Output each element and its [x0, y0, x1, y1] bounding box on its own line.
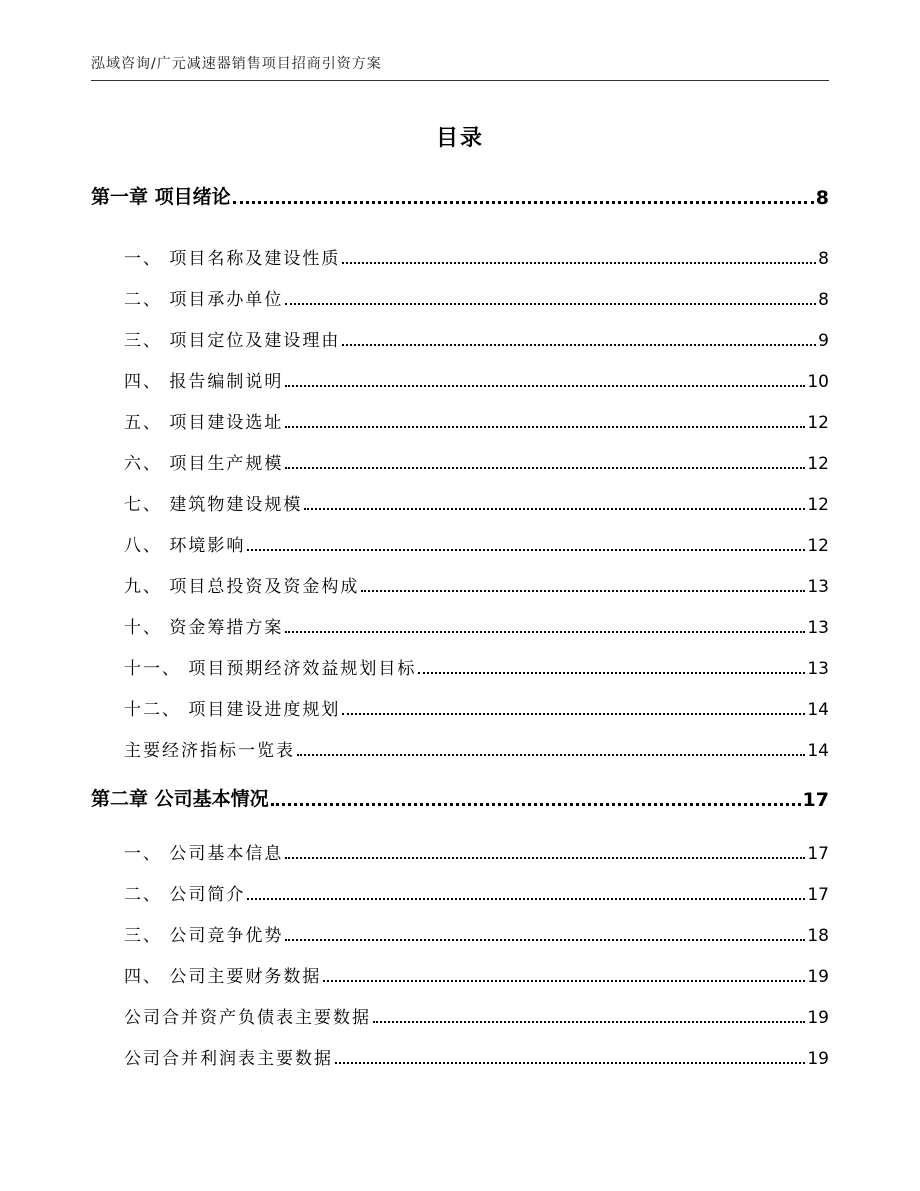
toc-section[interactable] [91, 965, 829, 987]
toc-section[interactable] [91, 698, 829, 720]
toc-entry-label: 四、 报告编制说明 [124, 372, 284, 392]
toc-page-number: 12 [807, 413, 829, 433]
toc-section[interactable] [91, 329, 829, 351]
toc-section[interactable] [91, 493, 829, 515]
toc-section[interactable] [91, 452, 829, 474]
toc-entry-label: 十二、 项目建设进度规划 [124, 700, 341, 720]
toc-entry-label: 三、 公司竞争优势 [124, 926, 284, 946]
toc-entry-label: 主要经济指标一览表 [124, 741, 295, 761]
toc-section[interactable] [91, 1006, 829, 1028]
toc-entry-label: 公司合并利润表主要数据 [124, 1049, 333, 1069]
toc-entry-label: 二、 项目承办单位 [124, 290, 284, 310]
toc-section[interactable] [91, 1047, 829, 1069]
toc-entry-label: 公司合并资产负债表主要数据 [124, 1008, 371, 1028]
header-divider [91, 80, 829, 81]
toc-entry-label: 一、 项目名称及建设性质 [124, 249, 341, 269]
toc-section[interactable] [91, 657, 829, 679]
toc-page-number: 17 [807, 885, 829, 905]
toc-page-number: 19 [807, 1049, 829, 1069]
toc-page-number: 8 [818, 290, 829, 310]
toc-entry-label: 二、 公司简介 [124, 885, 246, 905]
toc-page-number: 13 [807, 618, 829, 638]
dot-leader [285, 303, 816, 305]
toc-page-number: 9 [818, 331, 829, 351]
dot-leader [285, 426, 805, 428]
dot-leader [271, 803, 801, 806]
toc-page-number: 12 [807, 454, 829, 474]
toc-page-number: 8 [818, 249, 829, 269]
dot-leader [418, 672, 805, 674]
toc-title: 目录 [435, 126, 484, 151]
dot-leader [247, 549, 805, 551]
toc-entry-label: 八、 环境影响 [124, 536, 246, 556]
toc-section[interactable] [91, 924, 829, 946]
toc-section[interactable] [91, 575, 829, 597]
toc-entry-label: 五、 项目建设选址 [124, 413, 284, 433]
dot-leader [342, 344, 816, 346]
toc-entry-label: 七、 建筑物建设规模 [124, 495, 303, 515]
dot-leader [304, 508, 805, 510]
toc-section[interactable] [91, 288, 829, 310]
dot-leader [247, 898, 805, 900]
toc-entry-label: 四、 公司主要财务数据 [124, 967, 322, 987]
toc-page-number: 10 [807, 372, 829, 392]
toc-section[interactable] [91, 883, 829, 905]
dot-leader [285, 939, 805, 941]
toc-section[interactable] [91, 411, 829, 433]
toc-section[interactable] [91, 534, 829, 556]
toc-section[interactable] [91, 842, 829, 864]
toc-entry-label: 六、 项目生产规模 [124, 454, 284, 474]
toc-page-number: 12 [807, 495, 829, 515]
toc-page-number: 14 [807, 700, 829, 720]
page-header: 泓域咨询/广元减速器销售项目招商引资方案 [91, 56, 382, 72]
toc-section[interactable] [91, 370, 829, 392]
dot-leader [297, 754, 805, 756]
toc-page-number: 19 [807, 967, 829, 987]
toc-entry-label: 第二章 公司基本情况 [91, 788, 269, 810]
toc-entry-label: 三、 项目定位及建设理由 [124, 331, 341, 351]
toc-page-number: 17 [807, 844, 829, 864]
dot-leader [342, 262, 816, 264]
dot-leader [323, 980, 805, 982]
toc-entry-label: 第一章 项目绪论 [91, 186, 231, 208]
dot-leader [233, 201, 814, 204]
toc-page-number: 19 [807, 1008, 829, 1028]
toc-chapter-2[interactable] [91, 787, 829, 811]
toc-entry-label: 一、 公司基本信息 [124, 844, 284, 864]
toc-section[interactable] [91, 739, 829, 761]
toc-page-number: 13 [807, 577, 829, 597]
toc-section[interactable] [91, 247, 829, 269]
toc-entry-label: 九、 项目总投资及资金构成 [124, 577, 360, 597]
toc-section[interactable] [91, 616, 829, 638]
dot-leader [335, 1062, 805, 1064]
toc-page-number: 8 [815, 187, 829, 209]
toc-page-number: 17 [802, 789, 829, 811]
dot-leader [373, 1021, 805, 1023]
toc-chapter-1[interactable] [91, 185, 829, 209]
dot-leader [342, 713, 805, 715]
toc-page-number: 12 [807, 536, 829, 556]
toc-page-number: 13 [807, 659, 829, 679]
dot-leader [285, 631, 805, 633]
dot-leader [285, 467, 805, 469]
toc-page-number: 14 [807, 741, 829, 761]
toc-entry-label: 十一、 项目预期经济效益规划目标 [124, 659, 417, 679]
dot-leader [285, 385, 805, 387]
dot-leader [285, 857, 805, 859]
dot-leader [361, 590, 805, 592]
toc-entry-label: 十、 资金筹措方案 [124, 618, 284, 638]
toc-page-number: 18 [807, 926, 829, 946]
